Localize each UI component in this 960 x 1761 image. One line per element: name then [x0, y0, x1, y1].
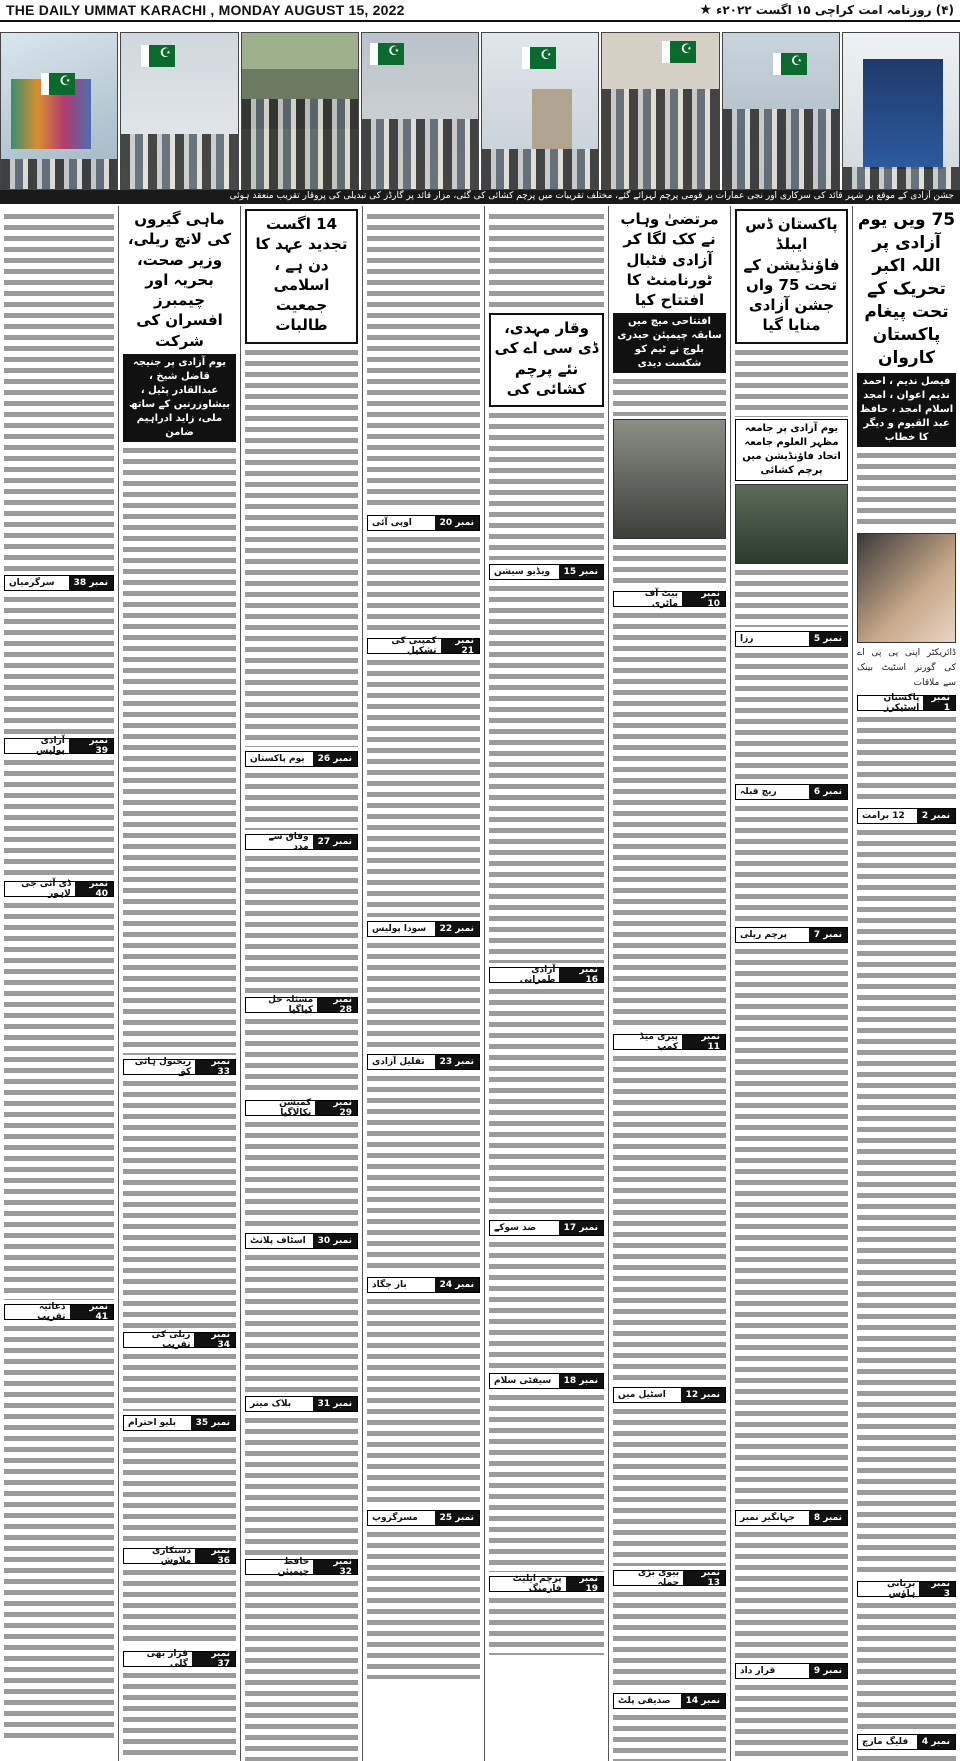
section-tag: نمبر 11 پیری میڈ کمپ: [613, 1034, 726, 1050]
photo-state-bank-meeting: [857, 533, 956, 643]
article-text: [367, 1073, 480, 1273]
section-tag: نمبر 16 آزادی طمرانی: [489, 967, 604, 983]
article-text: [123, 445, 236, 1055]
section-tag: نمبر 32 حافظ چیمپئن: [245, 1559, 358, 1575]
article-text: [857, 1753, 956, 1761]
article-text: [245, 1119, 358, 1229]
column-7: [730, 206, 852, 1761]
section-tag: نمبر 7 پرچم ریلی: [735, 927, 848, 943]
section-tag: نمبر 31 بلاک میتر: [245, 1396, 358, 1412]
article-text: [367, 657, 480, 917]
section-tag: نمبر 12 اسٹیل میں: [613, 1387, 726, 1403]
masthead: [0, 0, 960, 22]
photo-strip: [0, 32, 960, 190]
article-text: [245, 1016, 358, 1096]
article-text: [367, 534, 480, 634]
article-text: [245, 853, 358, 993]
article-text: [489, 410, 604, 560]
article-text: [489, 211, 604, 311]
section-tag: نمبر 24 باز جگاد: [367, 1277, 480, 1293]
section-tag: نمبر 9 قرار داد: [735, 1663, 848, 1679]
section-tag: نمبر 15 ویڈیو سیشن: [489, 564, 604, 580]
article-text: [367, 1529, 480, 1679]
headline-col8: 75 ویں یوم آزادی پر اللہ اکبر تحریک کے تحت پیغام پاکستان کاروان: [857, 210, 956, 368]
section-tag: نمبر 2 12 برامت: [857, 808, 956, 824]
section-tag: نمبر 6 ریچ قبلہ: [735, 784, 848, 800]
article-text: [489, 986, 604, 1216]
section-tag: نمبر 8 جہانگیر نمبر: [735, 1510, 848, 1526]
section-tag: نمبر 14 صدیقی پلٹ: [613, 1693, 726, 1709]
article-text: [489, 1595, 604, 1655]
photo-ceremony-green-cake: [241, 32, 359, 190]
section-tag: نمبر 40 ڈی آئی جی لاہور: [4, 881, 114, 897]
section-tag: نمبر 21 کمپنی کی تشکیل: [367, 638, 480, 654]
article-text: [367, 940, 480, 1050]
article-text: [123, 1567, 236, 1647]
photo-building-facade: [0, 32, 118, 190]
section-tag: نمبر 19 پرچم ایلیٹ فارمنگ: [489, 1576, 604, 1592]
boxed-story-col5: [489, 313, 604, 407]
section-tag: نمبر 1 پاکستان اسٹیکرز: [857, 695, 956, 711]
masthead-date-line: THE DAILY UMMAT KARACHI , MONDAY AUGUST 15, 2022: [6, 2, 405, 18]
article-text: [4, 211, 114, 571]
article-text: [735, 347, 848, 417]
article-text: [123, 1351, 236, 1411]
article-text: [613, 1053, 726, 1383]
article-text: [735, 946, 848, 1506]
section-tag: نمبر 27 وفاق سے مدد: [245, 834, 358, 850]
section-tag: نمبر 25 مسرگروپ: [367, 1510, 480, 1526]
photo-madrasa-flag: [735, 484, 848, 564]
photo-officials-group: [361, 32, 479, 190]
article-text: [857, 1600, 956, 1730]
article-text: [735, 650, 848, 780]
section-tag: نمبر 30 اسٹاف پلانٹ: [245, 1233, 358, 1249]
column-2: [118, 206, 240, 1761]
section-tag: نمبر 26 یوم پاکستان: [245, 751, 358, 767]
article-text: [367, 211, 480, 511]
section-tag: نمبر 23 تقلیل آزادی: [367, 1054, 480, 1070]
photo-caption-bar: جشن آزادی کے موقع پر شہر قائد کی سرکاری اور نجی عمارات پر قومی پرچم لہرائے گئے، مختلف تقریبات میں پرچم کشائی کی گئی، مزار قائد پر گارڈز کی تبدیلی کی پروقار تقریب منعقد ہوئی: [0, 190, 960, 204]
article-text: [613, 1589, 726, 1689]
article-text: [123, 1670, 236, 1761]
article-text: [489, 583, 604, 963]
article-text: [245, 1578, 358, 1761]
article-text: [245, 347, 358, 747]
article-text: [123, 1434, 236, 1544]
column-6: [608, 206, 730, 1761]
section-tag: نمبر 39 آزادی پولیس: [4, 738, 114, 754]
article-text: [245, 1415, 358, 1555]
section-tag: نمبر 5 رزا: [735, 631, 848, 647]
section-tag: نمبر 22 سودا پولیس: [367, 921, 480, 937]
section-tag: نمبر 36 دستکاری ملاوش: [123, 1548, 236, 1564]
section-tag: نمبر 28 مسئلہ حل کیاگیا: [245, 997, 358, 1013]
subhead-col6: افتتاحی میچ میں سابقہ چیمپئن حیدری بلوچ نے ٹیم کو شکست دیدی: [613, 313, 726, 373]
section-tag: نمبر 35 بلیو احترام: [123, 1415, 236, 1431]
section-tag: نمبر 10 بیٹ آف ماٹری: [613, 591, 726, 607]
column-3: [240, 206, 362, 1761]
headline-col2: ماہی گیروں کی لانچ ریلی، وزیر صحت، بحریہ اور چیمبرز افسران کی شرکت: [127, 210, 232, 350]
subhead-col2: یوم آزادی پر جنیجہ قاضل شیخ ، عبدالقادر پٹیل ، بیشاوزرنیں کے ساتھ ملی، زاید ادراہیم ضامن: [123, 354, 236, 442]
column-8: [852, 206, 960, 1761]
section-tag: نمبر 41 دعائیہ تقریب: [4, 1304, 114, 1320]
article-text: [735, 1682, 848, 1761]
section-tag: نمبر 34 ریلی کی تقریب: [123, 1332, 236, 1348]
column-1: [0, 206, 118, 1761]
article-text: [857, 450, 956, 530]
article-text: [613, 376, 726, 416]
section-tag: نمبر 18 سیفٹی سلام: [489, 1373, 604, 1389]
article-text: [489, 1239, 604, 1369]
photo-flag-city: [481, 32, 599, 190]
article-text: [489, 1392, 604, 1572]
column-5: [484, 206, 608, 1761]
section-tag: نمبر 3 بریانی ہاؤس: [857, 1581, 956, 1597]
caption-col8: ڈائریکٹر اپنی پی پی اے کی گورنر اسٹیٹ بینک سے ملاقات: [857, 647, 956, 688]
headline-col3: 14 اگست تجدید عہد کا دن ہے ، اسلامی جمعیت طالبات: [255, 215, 348, 335]
section-tag: نمبر 37 قرار بھی گلی: [123, 1651, 236, 1667]
article-text: [735, 803, 848, 923]
article-text: [245, 1252, 358, 1392]
article-text: [245, 770, 358, 830]
photo-flag-hoisting-gathering: [120, 32, 238, 190]
star-icon: ★: [699, 2, 712, 18]
article-text: [613, 610, 726, 1030]
article-text: [613, 1712, 726, 1761]
article-text: [4, 594, 114, 734]
headline-col5: وقار مہدی، ڈی سی اے کی نئے پرچم کشائی کی: [494, 319, 599, 398]
section-tag: نمبر 17 ضد سوکے: [489, 1220, 604, 1236]
article-text: [4, 900, 114, 1300]
masthead-urdu-date: (۴) روزنامہ امت کراچی ۱۵ اگست ۲۰۲۲ء ★: [699, 2, 954, 18]
article-text: [367, 1296, 480, 1506]
subhead-col8: فیصل ندیم ، احمد ندیم اعوان ، امجد اسلام امجد ، حافظ عبد القیوم و دیگر کا خطاب: [857, 373, 956, 447]
article-text: [613, 542, 726, 587]
boxed-story-col7: [735, 209, 848, 344]
headline-col6: مرتضیٰ وہاب نے کک لگا کر آزادی فٹبال ٹورنامنٹ کا افتتاح کیا: [620, 210, 719, 309]
section-tag: نمبر 29 کمیشن نکالاگیا: [245, 1100, 358, 1116]
section-tag: نمبر 13 بیوی بڑی حملہ: [613, 1570, 726, 1586]
section-tag: نمبر 4 فلیگ مارچ: [857, 1734, 956, 1750]
article-text: [857, 827, 956, 1577]
news-columns: [0, 206, 960, 1761]
boxed-story-col3: [245, 209, 358, 344]
subhead-col7: یوم آزادی پر جامعہ مظہر العلوم جامعہ اتحاد فاؤنڈیشن میں پرچم کشائی: [735, 419, 848, 481]
article-text: [4, 1323, 114, 1743]
article-text: [735, 1529, 848, 1659]
article-text: [857, 714, 956, 804]
photo-guests-standing: [601, 32, 719, 190]
headline-col7: پاکستان ڈس ایبلڈ فاؤنڈیشن کے تحت 75 واں جشن آزادی منایا گیا: [743, 215, 840, 335]
section-tag: نمبر 38 سرگرمیاں: [4, 575, 114, 591]
article-text: [735, 567, 848, 627]
photo-flag-gathering-two: [722, 32, 840, 190]
article-text: [613, 1406, 726, 1566]
article-text: [4, 757, 114, 877]
section-tag: نمبر 20 اوپی آئی: [367, 515, 480, 531]
article-text: [123, 1078, 236, 1328]
column-4: [362, 206, 484, 1761]
photo-football-team: [613, 419, 726, 539]
photo-tower-colorful: [842, 32, 960, 190]
section-tag: نمبر 33 ریجنول ہائی کق: [123, 1059, 236, 1075]
